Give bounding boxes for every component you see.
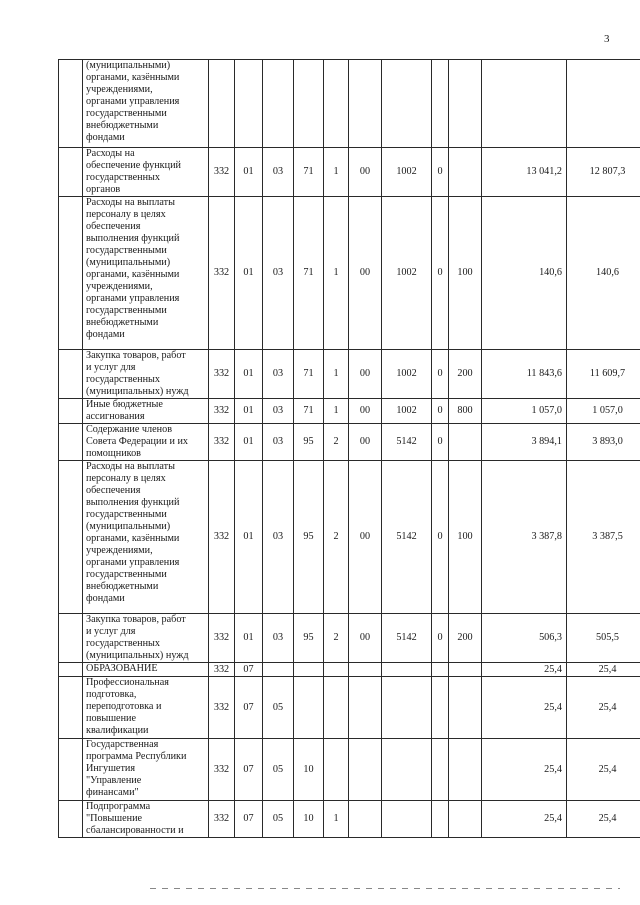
table-row — [59, 399, 640, 424]
amount-executed-cell: 140,6 — [567, 197, 640, 350]
target-article-part1-cell: 71 — [294, 350, 324, 399]
target-article-part3-cell: 00 — [349, 148, 382, 197]
target-article-part4-cell: 1002 — [382, 350, 432, 399]
amount-approved-cell: 13 041,2 — [482, 148, 567, 197]
row-name-cell: Профессиональная подготовка, переподготовка и повышение квалификации — [83, 677, 209, 739]
amount-approved-cell: 3 387,8 — [482, 461, 567, 614]
subsection-code-cell: 03 — [263, 424, 294, 461]
row-name-cell: Закупка товаров, работ и услуг для государственных (муниципальных) нужд — [83, 614, 209, 663]
target-article-part5-cell: 0 — [432, 399, 449, 424]
amount-approved-cell: 11 843,6 — [482, 350, 567, 399]
row-index-cell — [59, 739, 83, 801]
row-name-cell: ОБРАЗОВАНИЕ — [83, 663, 209, 677]
section-code-cell — [235, 60, 263, 148]
row-name-cell: Подпрограмма "Повышение сбалансированности и — [83, 801, 209, 838]
amount-executed-cell: 25,4 — [567, 739, 640, 801]
target-article-part3-cell — [349, 663, 382, 677]
subsection-code-cell — [263, 663, 294, 677]
target-article-part2-cell — [324, 739, 349, 801]
target-article-part3-cell: 00 — [349, 399, 382, 424]
row-name-cell: Государственная программа Республики Ингушетия "Управление финансами" — [83, 739, 209, 801]
target-article-part2-cell: 2 — [324, 614, 349, 663]
row-index-cell — [59, 424, 83, 461]
amount-executed-cell: 25,4 — [567, 677, 640, 739]
expense-type-cell — [449, 148, 482, 197]
target-article-part4-cell: 5142 — [382, 461, 432, 614]
target-article-part3-cell — [349, 60, 382, 148]
grbs-code-cell: 332 — [209, 148, 235, 197]
amount-approved-cell: 25,4 — [482, 739, 567, 801]
row-name-cell: Расходы на выплаты персоналу в целях обеспечения выполнения функций государственными (муниципальными) органами, казёнными учреждениями, органами управления государственными внебюджетными фондами — [83, 461, 209, 614]
subsection-code-cell — [263, 60, 294, 148]
budget-table — [58, 59, 640, 838]
row-index-cell — [59, 663, 83, 677]
expense-type-cell — [449, 424, 482, 461]
target-article-part5-cell — [432, 60, 449, 148]
row-name-cell: Закупка товаров, работ и услуг для государственных (муниципальных) нужд — [83, 350, 209, 399]
section-code-cell: 07 — [235, 677, 263, 739]
amount-approved-cell: 1 057,0 — [482, 399, 567, 424]
table-row — [59, 614, 640, 663]
subsection-code-cell: 03 — [263, 461, 294, 614]
table-row — [59, 677, 640, 739]
target-article-part2-cell — [324, 663, 349, 677]
table-row — [59, 60, 640, 148]
row-name-cell: Содержание членов Совета Федерации и их помощников — [83, 424, 209, 461]
table-row — [59, 663, 640, 677]
target-article-part2-cell — [324, 60, 349, 148]
target-article-part1-cell: 10 — [294, 801, 324, 838]
target-article-part3-cell: 00 — [349, 461, 382, 614]
table-row — [59, 350, 640, 399]
amount-executed-cell: 3 387,5 — [567, 461, 640, 614]
target-article-part5-cell — [432, 663, 449, 677]
amount-approved-cell: 506,3 — [482, 614, 567, 663]
target-article-part4-cell — [382, 60, 432, 148]
target-article-part5-cell: 0 — [432, 614, 449, 663]
section-code-cell: 01 — [235, 148, 263, 197]
subsection-code-cell: 03 — [263, 399, 294, 424]
section-code-cell: 01 — [235, 424, 263, 461]
target-article-part1-cell: 71 — [294, 197, 324, 350]
target-article-part5-cell: 0 — [432, 424, 449, 461]
target-article-part5-cell — [432, 677, 449, 739]
target-article-part2-cell: 1 — [324, 350, 349, 399]
grbs-code-cell: 332 — [209, 350, 235, 399]
target-article-part5-cell: 0 — [432, 461, 449, 614]
amount-executed-cell — [567, 60, 640, 148]
target-article-part1-cell: 10 — [294, 739, 324, 801]
expense-type-cell: 200 — [449, 350, 482, 399]
target-article-part4-cell: 1002 — [382, 148, 432, 197]
grbs-code-cell: 332 — [209, 801, 235, 838]
subsection-code-cell: 05 — [263, 739, 294, 801]
grbs-code-cell: 332 — [209, 739, 235, 801]
target-article-part2-cell: 1 — [324, 801, 349, 838]
target-article-part5-cell — [432, 801, 449, 838]
target-article-part3-cell: 00 — [349, 197, 382, 350]
target-article-part1-cell — [294, 663, 324, 677]
target-article-part5-cell: 0 — [432, 148, 449, 197]
page-bottom-rule — [150, 888, 620, 889]
amount-executed-cell: 25,4 — [567, 801, 640, 838]
section-code-cell: 01 — [235, 197, 263, 350]
target-article-part2-cell: 1 — [324, 399, 349, 424]
target-article-part2-cell: 2 — [324, 424, 349, 461]
table-row — [59, 801, 640, 838]
subsection-code-cell: 03 — [263, 197, 294, 350]
subsection-code-cell: 03 — [263, 614, 294, 663]
subsection-code-cell: 05 — [263, 677, 294, 739]
expense-type-cell: 100 — [449, 197, 482, 350]
target-article-part4-cell — [382, 801, 432, 838]
amount-approved-cell — [482, 60, 567, 148]
amount-approved-cell: 3 894,1 — [482, 424, 567, 461]
grbs-code-cell: 332 — [209, 663, 235, 677]
row-name-cell: Иные бюджетные ассигнования — [83, 399, 209, 424]
amount-executed-cell: 1 057,0 — [567, 399, 640, 424]
amount-executed-cell: 505,5 — [567, 614, 640, 663]
target-article-part4-cell: 5142 — [382, 614, 432, 663]
target-article-part4-cell: 1002 — [382, 399, 432, 424]
expense-type-cell — [449, 60, 482, 148]
subsection-code-cell: 03 — [263, 350, 294, 399]
grbs-code-cell: 332 — [209, 399, 235, 424]
row-name-cell: Расходы на обеспечение функций государственных органов — [83, 148, 209, 197]
target-article-part4-cell — [382, 677, 432, 739]
table-row — [59, 739, 640, 801]
row-index-cell — [59, 614, 83, 663]
target-article-part4-cell: 1002 — [382, 197, 432, 350]
target-article-part3-cell — [349, 801, 382, 838]
section-code-cell: 07 — [235, 663, 263, 677]
target-article-part1-cell — [294, 677, 324, 739]
target-article-part2-cell: 1 — [324, 197, 349, 350]
expense-type-cell: 800 — [449, 399, 482, 424]
target-article-part3-cell: 00 — [349, 424, 382, 461]
table-row — [59, 197, 640, 350]
amount-approved-cell: 25,4 — [482, 801, 567, 838]
target-article-part1-cell — [294, 60, 324, 148]
target-article-part3-cell — [349, 677, 382, 739]
row-index-cell — [59, 60, 83, 148]
table-row — [59, 148, 640, 197]
subsection-code-cell: 03 — [263, 148, 294, 197]
row-name-cell: (муниципальными) органами, казёнными учреждениями, органами управления государственными внебюджетными фондами — [83, 60, 209, 148]
section-code-cell: 01 — [235, 614, 263, 663]
row-index-cell — [59, 350, 83, 399]
row-index-cell — [59, 461, 83, 614]
section-code-cell: 07 — [235, 739, 263, 801]
target-article-part1-cell: 71 — [294, 399, 324, 424]
section-code-cell: 01 — [235, 399, 263, 424]
row-index-cell — [59, 399, 83, 424]
row-index-cell — [59, 677, 83, 739]
target-article-part1-cell: 95 — [294, 461, 324, 614]
section-code-cell: 01 — [235, 461, 263, 614]
grbs-code-cell — [209, 60, 235, 148]
amount-approved-cell: 25,4 — [482, 677, 567, 739]
target-article-part4-cell — [382, 663, 432, 677]
target-article-part2-cell: 1 — [324, 148, 349, 197]
row-name-cell: Расходы на выплаты персоналу в целях обеспечения выполнения функций государственными (муниципальными) органами, казёнными учреждениями, органами управления государственными внебюджетными фондами — [83, 197, 209, 350]
row-index-cell — [59, 197, 83, 350]
target-article-part2-cell — [324, 677, 349, 739]
grbs-code-cell: 332 — [209, 424, 235, 461]
table-body — [59, 60, 640, 838]
expense-type-cell — [449, 677, 482, 739]
amount-executed-cell: 3 893,0 — [567, 424, 640, 461]
amount-approved-cell: 140,6 — [482, 197, 567, 350]
page-number: 3 — [604, 33, 610, 45]
grbs-code-cell: 332 — [209, 614, 235, 663]
target-article-part5-cell — [432, 739, 449, 801]
target-article-part3-cell — [349, 739, 382, 801]
grbs-code-cell: 332 — [209, 677, 235, 739]
target-article-part4-cell — [382, 739, 432, 801]
expense-type-cell: 200 — [449, 614, 482, 663]
target-article-part5-cell: 0 — [432, 197, 449, 350]
target-article-part3-cell: 00 — [349, 350, 382, 399]
amount-executed-cell: 12 807,3 — [567, 148, 640, 197]
target-article-part1-cell: 95 — [294, 424, 324, 461]
amount-executed-cell: 11 609,7 — [567, 350, 640, 399]
subsection-code-cell: 05 — [263, 801, 294, 838]
target-article-part1-cell: 71 — [294, 148, 324, 197]
section-code-cell: 01 — [235, 350, 263, 399]
row-index-cell — [59, 148, 83, 197]
amount-approved-cell: 25,4 — [482, 663, 567, 677]
section-code-cell: 07 — [235, 801, 263, 838]
target-article-part3-cell: 00 — [349, 614, 382, 663]
grbs-code-cell: 332 — [209, 461, 235, 614]
target-article-part2-cell: 2 — [324, 461, 349, 614]
target-article-part1-cell: 95 — [294, 614, 324, 663]
grbs-code-cell: 332 — [209, 197, 235, 350]
expense-type-cell — [449, 739, 482, 801]
table-row — [59, 424, 640, 461]
expense-type-cell: 100 — [449, 461, 482, 614]
table-row — [59, 461, 640, 614]
row-index-cell — [59, 801, 83, 838]
expense-type-cell — [449, 663, 482, 677]
target-article-part5-cell: 0 — [432, 350, 449, 399]
amount-executed-cell: 25,4 — [567, 663, 640, 677]
expense-type-cell — [449, 801, 482, 838]
target-article-part4-cell: 5142 — [382, 424, 432, 461]
